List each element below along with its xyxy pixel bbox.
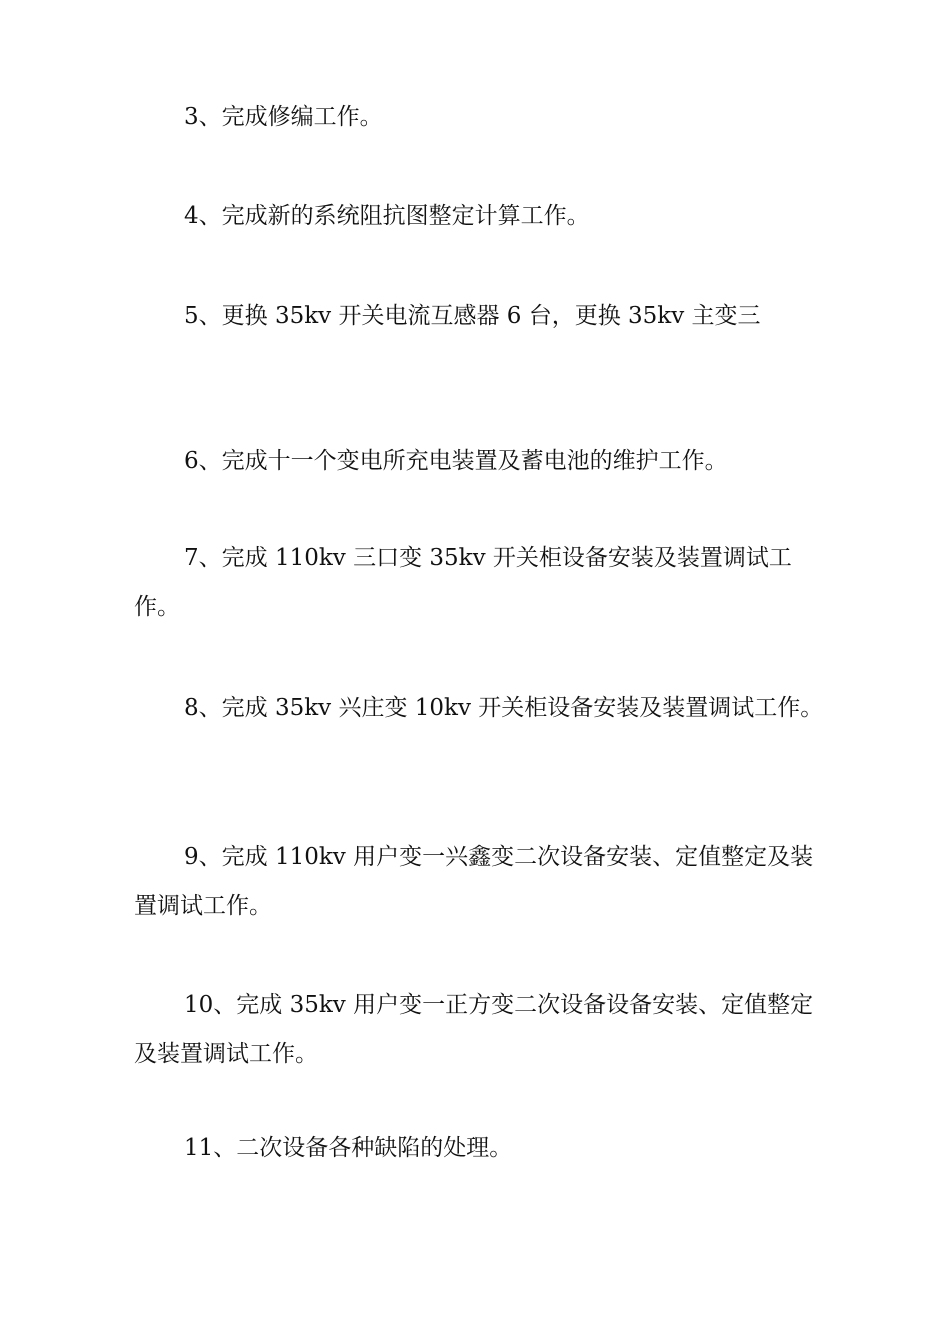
paragraph-item-5: 5、更换 35kv 开关电流互感器 6 台，更换 35kv 主变三 [184,303,761,329]
paragraph-item-8: 8、完成 35kv 兴庄变 10kv 开关柜设备安装及装置调试工作。 [184,695,824,721]
paragraph-item-6: 6、完成十一个变电所充电装置及蓄电池的维护工作。 [184,448,728,474]
paragraph-item-10: 10、完成 35kv 用户变一正方变二次设备设备安装、定值整定及装置调试工作。 [134,992,814,1067]
paragraph-item-7: 7、完成 110kv 三口变 35kv 开关柜设备安装及装置调试工作。 [134,545,792,620]
paragraph-item-11: 11、二次设备各种缺陷的处理。 [184,1135,513,1161]
paragraph-item-9: 9、完成 110kv 用户变一兴鑫变二次设备安装、定值整定及装置调试工作。 [134,844,814,919]
paragraph-item-3: 3、完成修编工作。 [184,104,383,130]
paragraph-item-4: 4、完成新的系统阻抗图整定计算工作。 [184,203,590,229]
